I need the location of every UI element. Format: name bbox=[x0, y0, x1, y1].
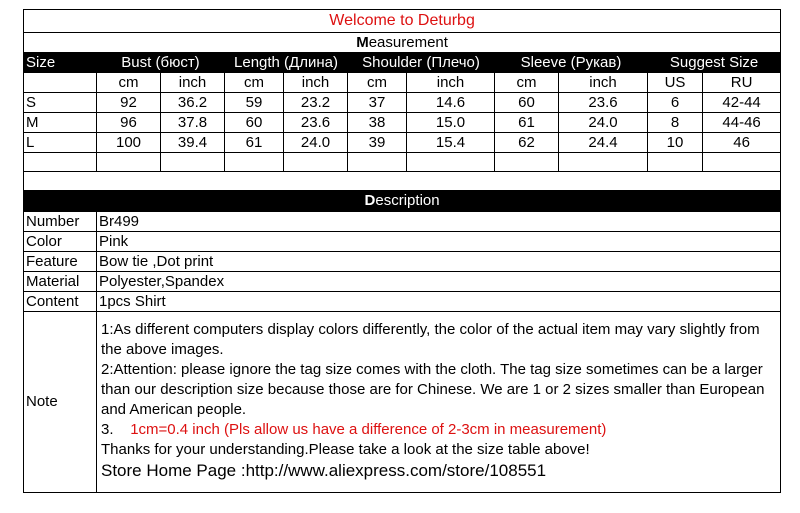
table-cell: 61 bbox=[225, 133, 284, 153]
description-heading bbox=[24, 191, 781, 212]
table-row bbox=[24, 113, 781, 133]
description-heading-rest: escription bbox=[375, 192, 440, 209]
table-cell: 39 bbox=[348, 133, 407, 153]
empty-row bbox=[24, 153, 781, 172]
detail-label: Content bbox=[24, 292, 97, 312]
table-cell: 38 bbox=[348, 113, 407, 133]
description-heading-initial: D bbox=[364, 192, 376, 209]
table-cell: 24.0 bbox=[559, 113, 648, 133]
size-label: M bbox=[24, 113, 97, 133]
table-cell: 14.6 bbox=[407, 93, 495, 113]
note-line-4: Thanks for your understanding.Please take a look at the size table above! bbox=[101, 441, 590, 458]
table-cell: 92 bbox=[97, 93, 161, 113]
store-home-page-link[interactable]: Store Home Page :http://www.aliexpress.com/store/108551 bbox=[101, 461, 547, 480]
note-label: Note bbox=[24, 312, 97, 493]
unit-cell: inch bbox=[161, 73, 225, 93]
table-cell: 23.6 bbox=[284, 113, 348, 133]
table-cell: 60 bbox=[225, 113, 284, 133]
note-line-3-number: 3. bbox=[101, 421, 114, 438]
table-cell: 8 bbox=[648, 113, 703, 133]
detail-label: Feature bbox=[24, 252, 97, 272]
description-heading-row bbox=[24, 191, 781, 212]
empty-row bbox=[24, 172, 781, 191]
unit-cell: cm bbox=[495, 73, 559, 93]
table-cell: 62 bbox=[495, 133, 559, 153]
table-cell: 10 bbox=[648, 133, 703, 153]
detail-value: Polyester,Spandex bbox=[97, 272, 781, 292]
detail-value: Pink bbox=[97, 232, 781, 252]
column-header-row bbox=[24, 53, 781, 73]
unit-cell: inch bbox=[284, 73, 348, 93]
note-line-3 bbox=[101, 420, 776, 440]
table-cell: 60 bbox=[495, 93, 559, 113]
col-sleeve: Sleeve (Рукав) bbox=[495, 53, 648, 73]
detail-value: Bow tie ,Dot print bbox=[97, 252, 781, 272]
unit-cell: cm bbox=[348, 73, 407, 93]
table-cell: 59 bbox=[225, 93, 284, 113]
measurement-heading bbox=[24, 33, 781, 53]
table-cell: 23.6 bbox=[559, 93, 648, 113]
page-title: Welcome to Deturbg bbox=[24, 10, 781, 33]
table-row bbox=[24, 133, 781, 153]
note-row bbox=[24, 312, 781, 493]
col-suggest-size: Suggest Size bbox=[648, 53, 781, 73]
detail-label: Color bbox=[24, 232, 97, 252]
table-row bbox=[24, 93, 781, 113]
note-line-2: 2:Attention: please ignore the tag size comes with the cloth. The tag size sometimes can be a larger than our description size because those are for Chinese. We are 1 or 2 sizes smaller than European and American people. bbox=[101, 361, 765, 418]
unit-cell: inch bbox=[559, 73, 648, 93]
table-cell: 15.4 bbox=[407, 133, 495, 153]
detail-row bbox=[24, 252, 781, 272]
measurement-heading-rest: easurement bbox=[368, 33, 448, 51]
unit-cell: RU bbox=[703, 73, 781, 93]
table-cell: 42-44 bbox=[703, 93, 781, 113]
table-cell: 24.4 bbox=[559, 133, 648, 153]
detail-row bbox=[24, 272, 781, 292]
unit-cell: US bbox=[648, 73, 703, 93]
size-label: L bbox=[24, 133, 97, 153]
detail-row bbox=[24, 212, 781, 232]
table-cell: 61 bbox=[495, 113, 559, 133]
size-chart-sheet bbox=[23, 9, 780, 493]
unit-cell: cm bbox=[97, 73, 161, 93]
table-cell: 24.0 bbox=[284, 133, 348, 153]
unit-cell: inch bbox=[407, 73, 495, 93]
measurement-table bbox=[23, 9, 781, 212]
detail-label: Number bbox=[24, 212, 97, 232]
table-cell: 44-46 bbox=[703, 113, 781, 133]
detail-value: Br499 bbox=[97, 212, 781, 232]
col-bust: Bust (бюст) bbox=[97, 53, 225, 73]
unit-cell: cm bbox=[225, 73, 284, 93]
table-cell: 100 bbox=[97, 133, 161, 153]
measurement-heading-initial: M bbox=[356, 33, 369, 51]
note-content bbox=[97, 312, 781, 493]
detail-label: Material bbox=[24, 272, 97, 292]
table-cell: 46 bbox=[703, 133, 781, 153]
detail-value: 1pcs Shirt bbox=[97, 292, 781, 312]
detail-row bbox=[24, 292, 781, 312]
table-cell: 6 bbox=[648, 93, 703, 113]
table-cell: 37 bbox=[348, 93, 407, 113]
table-cell: 15.0 bbox=[407, 113, 495, 133]
col-length: Length (Длина) bbox=[225, 53, 348, 73]
table-cell: 23.2 bbox=[284, 93, 348, 113]
note-line-1: 1:As different computers display colors differently, the color of the actual item may vary slightly from the above images. bbox=[101, 321, 760, 358]
col-shoulder: Shoulder (Плечо) bbox=[348, 53, 495, 73]
detail-row bbox=[24, 232, 781, 252]
unit-row bbox=[24, 73, 781, 93]
note-line-3-conversion: 1cm=0.4 inch (Pls allow us have a difference of 2-3cm in measurement) bbox=[130, 421, 607, 438]
table-cell: 36.2 bbox=[161, 93, 225, 113]
size-label: S bbox=[24, 93, 97, 113]
description-table bbox=[23, 211, 781, 493]
table-cell: 39.4 bbox=[161, 133, 225, 153]
col-size: Size bbox=[24, 53, 97, 73]
table-cell: 96 bbox=[97, 113, 161, 133]
table-cell: 37.8 bbox=[161, 113, 225, 133]
